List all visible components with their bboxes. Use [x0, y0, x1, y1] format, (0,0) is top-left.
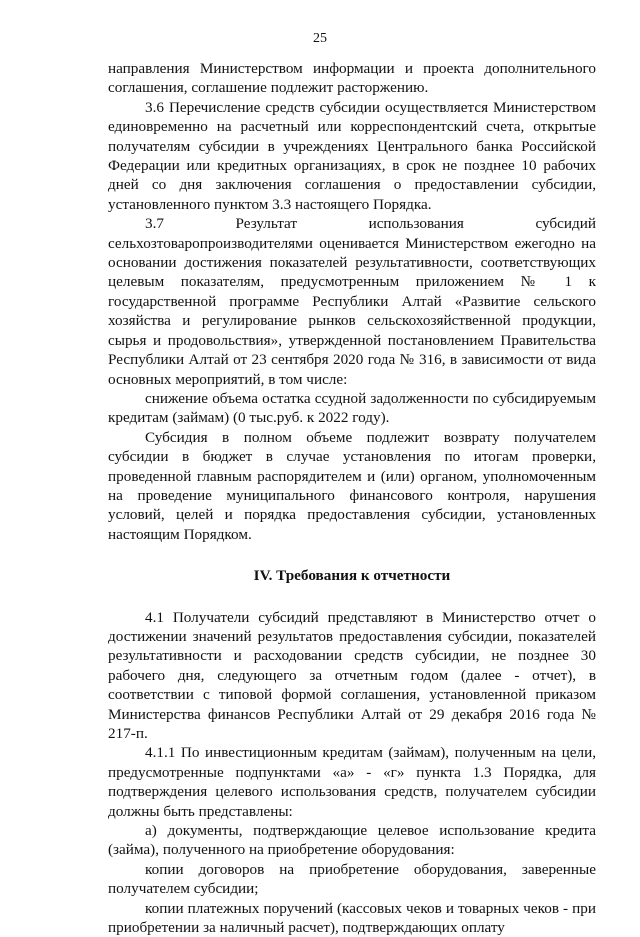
paragraph-3-7-word: использования — [368, 215, 464, 233]
section-heading: IV. Требования к отчетности — [253, 567, 451, 585]
paragraph-3-6: 3.6 Перечисление средств субсидии осуществляется Министерством единовременно на расчетный или корреспондентский счета, открытые получателям субсидии в учреждениях Центрального банка Российской Федерации или кредитных организациях, в срок не позднее 10 рабочих дней со дня заключения соглашения о предоставлении субсидии, установленного пунктом 3.3 настоящего Порядка. — [108, 98, 596, 213]
paragraph-subsidy-return: Субсидия в полном объеме подлежит возврату получателем субсидии в бюджет в случае установления по итогам проверки, проведенной главным распорядителем и (или) органом, уполномоченным на проведение муниципального финансового контроля, нарушения условий, целей и порядка предоставления субсидии, установленных настоящим Порядком. — [108, 428, 596, 543]
paragraph-item-a: а) документы, подтверждающие целевое использование кредита (займа), полученного на приобретение оборудования: — [108, 822, 596, 859]
page-number: 25 — [313, 31, 327, 46]
paragraph-loan-reduction: снижение объема остатка ссудной задолженности по субсидируемым кредитам (займам) (0 тыс.руб. к 2022 году). — [108, 389, 596, 427]
document-body — [108, 59, 596, 937]
paragraph-4-1: 4.1 Получатели субсидий представляют в Министерство отчет о достижении значений результатов предоставления субсидии, показателей результативности и расходовании средств субсидии, не позднее 30 рабочего дня, следующего за отчетным годом (далее - отчет), в соответствии с типовой формой соглашения, установленной приказом Министерства финансов Республики Алтай от 29 декабря 2016 года № 217-п. — [108, 608, 596, 742]
paragraph-3-7-word: субсидий — [535, 215, 596, 233]
paragraph-continuation: направления Министерством информации и проекта дополнительного соглашения, соглашение подлежит расторжению. — [108, 60, 596, 97]
paragraph-3-7-first-line — [108, 214, 596, 233]
paragraph-contract-copies: копии договоров на приобретение оборудования, заверенные получателем субсидии; — [108, 860, 596, 898]
paragraph-3-7-word: Результат — [235, 215, 298, 233]
paragraph-3-7: сельхозтоваропроизводителями оценивается Министерством ежегодно на основании достижения показателей результативности, соответствующих целевым показателям, предусмотренным приложением № 1 к государственной программе Республики Алтай «Развитие сельского хозяйства и регулирование рынков сельскохозяйственной продукции, сырья и продовольствия», утвержденной постановлением Правительства Республики Алтай от 23 сентября 2020 года № 316, в зависимости от вида основных мероприятий, в том числе: — [108, 234, 596, 388]
paragraph-4-1-1: 4.1.1 По инвестиционным кредитам (займам), полученным на цели, предусмотренные подпунктами «а» - «г» пункта 1.3 Порядка, для подтверждения целевого использования средств, получателем субсидии должны быть представлены: — [108, 744, 596, 820]
paragraph-3-7-word: 3.7 — [145, 215, 164, 233]
paragraph-payment-copies: копии платежных поручений (кассовых чеков и товарных чеков - при приобретении за наличный расчет), подтверждающих оплату — [108, 899, 596, 937]
